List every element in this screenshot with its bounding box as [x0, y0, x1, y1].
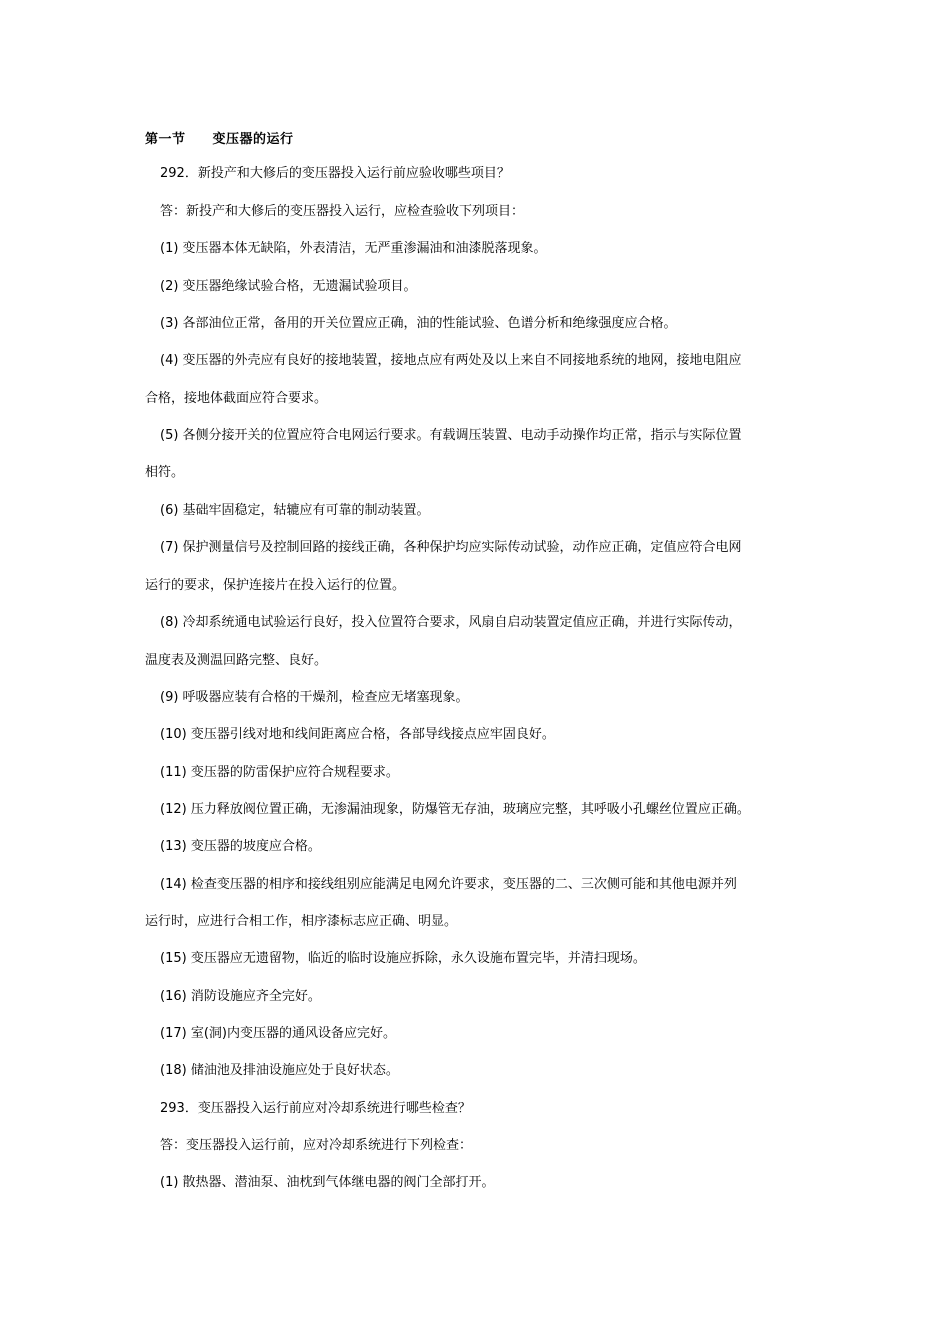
list-item: (1) 变压器本体无缺陷，外表清洁，无严重渗漏油和油漆脱落现象。 — [160, 241, 547, 256]
list-item: (10) 变压器引线对地和线间距离应合格，各部导线接点应牢固良好。 — [160, 727, 555, 742]
list-item-cont: 合格，接地体截面应符合要求。 — [145, 391, 328, 406]
list-item: (18) 储油池及排油设施应处于良好状态。 — [160, 1063, 399, 1078]
list-item: (9) 呼吸器应装有合格的干燥剂，检查应无堵塞现象。 — [160, 690, 469, 705]
list-item: (6) 基础牢固稳定，轱辘应有可靠的制动装置。 — [160, 503, 430, 518]
question-293: 293．变压器投入运行前应对冷却系统进行哪些检查？ — [160, 1101, 471, 1116]
list-item-cont: 运行的要求，保护连接片在投入运行的位置。 — [145, 578, 406, 593]
list-item: (7) 保护测量信号及控制回路的接线正确，各种保护均应实际传动试验，动作应正确，定值应符合电网 — [160, 540, 742, 555]
list-item: (3) 各部油位正常，备用的开关位置应正确，油的性能试验、色谱分析和绝缘强度应合格。 — [160, 316, 677, 331]
list-item: (17) 室(洞)内变压器的通风设备应完好。 — [160, 1026, 396, 1041]
list-item: (13) 变压器的坡度应合格。 — [160, 839, 321, 854]
list-item: (11) 变压器的防雷保护应符合规程要求。 — [160, 765, 399, 780]
answer-293-intro: 答：变压器投入运行前，应对冷却系统进行下列检查： — [160, 1138, 473, 1153]
question-292: 292．新投产和大修后的变压器投入运行前应验收哪些项目？ — [160, 166, 510, 181]
list-item: (4) 变压器的外壳应有良好的接地装置，接地点应有两处及以上来自不同接地系统的地网，接地电阻应 — [160, 353, 742, 368]
list-item: (1) 散热器、潜油泵、油枕到气体继电器的阀门全部打开。 — [160, 1175, 495, 1190]
list-item-cont: 运行时，应进行合相工作，相序漆标志应正确、明显。 — [145, 914, 458, 929]
list-item: (16) 消防设施应齐全完好。 — [160, 989, 321, 1004]
list-item-cont: 温度表及测温回路完整、良好。 — [145, 653, 328, 668]
list-item: (12) 压力释放阀位置正确，无渗漏油现象，防爆管无存油，玻璃应完整，其呼吸小孔螺丝位置应正确。 — [160, 802, 750, 817]
list-item: (8) 冷却系统通电试验运行良好，投入位置符合要求，风扇自启动装置定值应正确，并进行实际传动， — [160, 615, 742, 630]
answer-292-intro: 答：新投产和大修后的变压器投入运行，应检查验收下列项目： — [160, 204, 525, 219]
section-title: 第一节 变压器的运行 — [145, 132, 294, 147]
list-item: (5) 各侧分接开关的位置应符合电网运行要求。有载调压装置、电动手动操作均正常，指示与实际位置 — [160, 428, 742, 443]
list-item: (14) 检查变压器的相序和接线组别应能满足电网允许要求，变压器的二、三次侧可能和其他电源并列 — [160, 877, 737, 892]
list-item: (15) 变压器应无遗留物，临近的临时设施应拆除，永久设施布置完毕，并清扫现场。 — [160, 951, 646, 966]
list-item-cont: 相符。 — [145, 465, 185, 480]
list-item: (2) 变压器绝缘试验合格，无遗漏试验项目。 — [160, 279, 417, 294]
